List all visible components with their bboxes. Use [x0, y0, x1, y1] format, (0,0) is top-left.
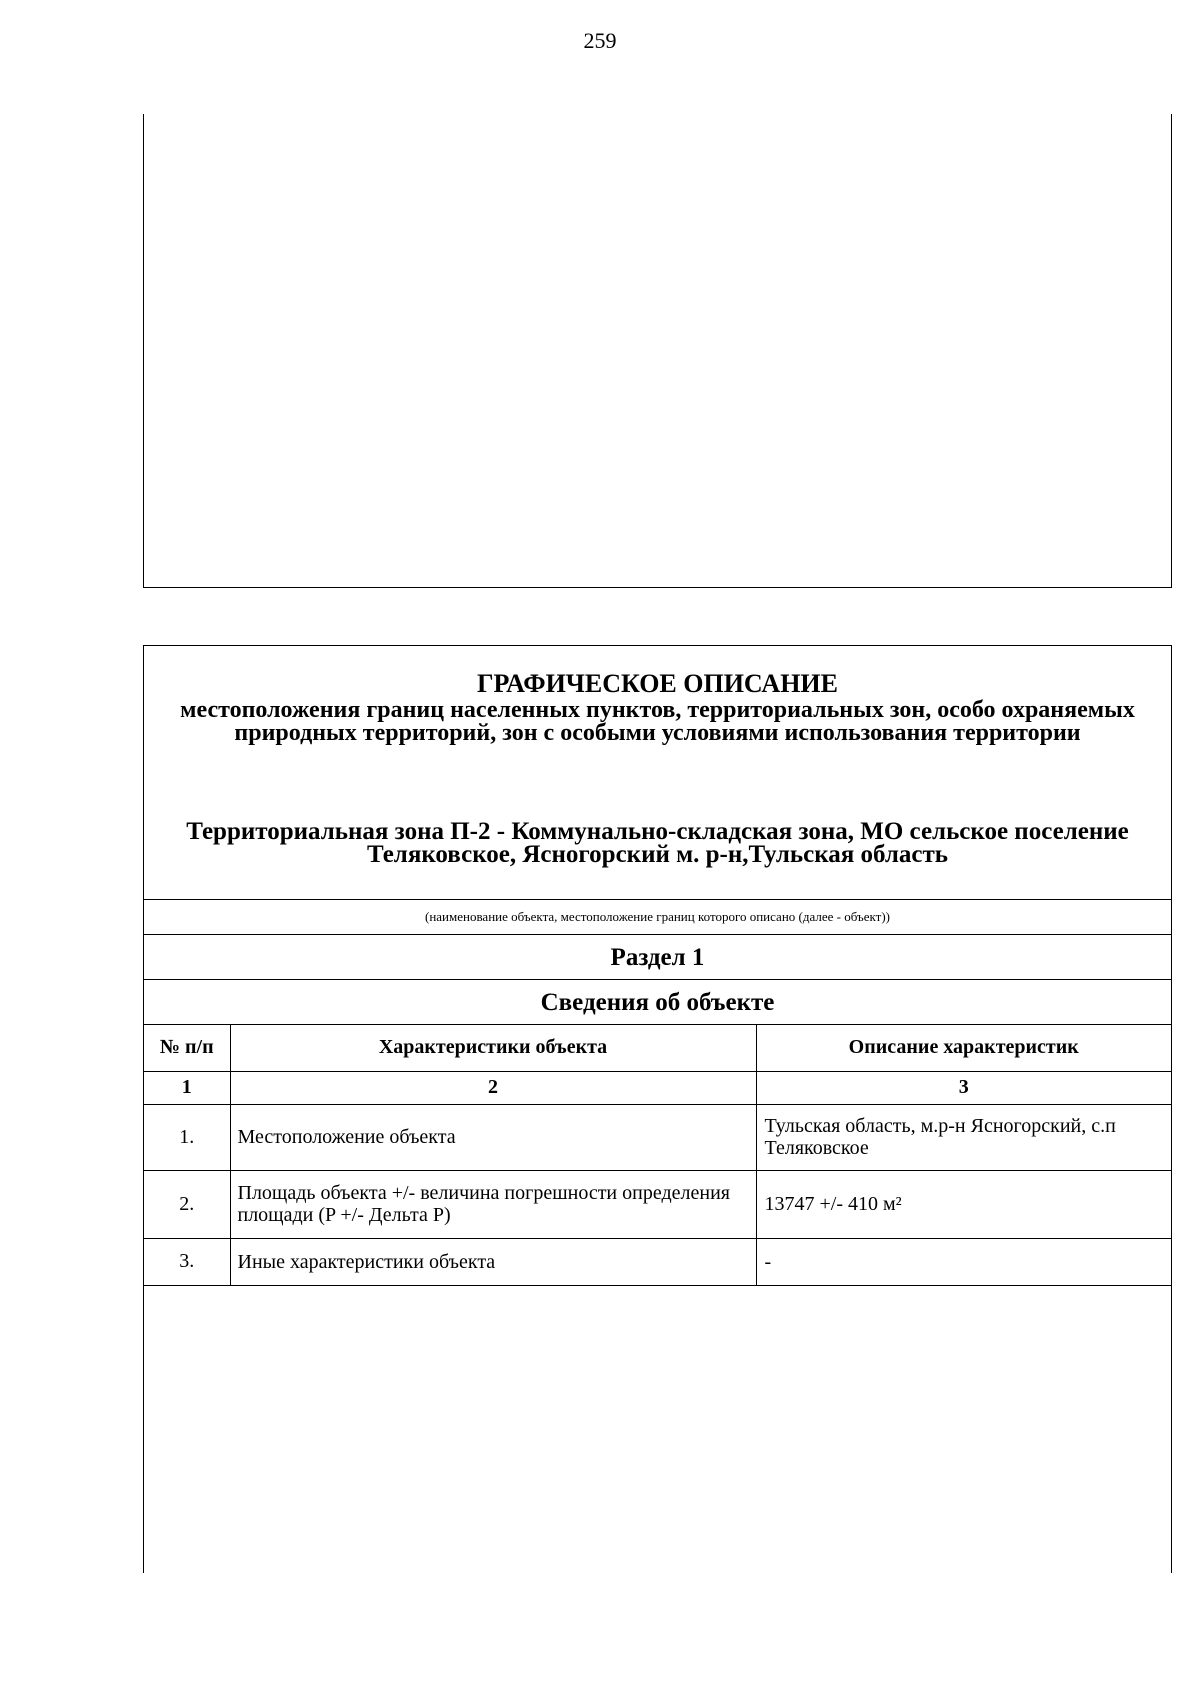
row-characteristic: Местоположение объекта — [230, 1104, 756, 1170]
column-number: 3 — [756, 1071, 1171, 1104]
page-number: 259 — [583, 28, 617, 53]
header-block — [144, 646, 1171, 900]
header-characteristic: Характеристики объекта — [230, 1025, 756, 1071]
object-name: Территориальная зона П-2 - Коммунально-складская зона, МО сельское поселение Теляковское, Ясногорский м. р-н,Тульская область — [186, 818, 1129, 868]
row-number: 2. — [144, 1170, 230, 1238]
document-subtitle: местоположения границ населенных пунктов, территориальных зон, особо охраняемых природных территорий, зон с особыми условиями использования территории — [180, 697, 1135, 746]
column-number: 2 — [230, 1071, 756, 1104]
table-header-row — [144, 1025, 1171, 1071]
header-number: № п/п — [144, 1025, 230, 1071]
column-number: 1 — [144, 1071, 230, 1104]
row-characteristic: Площадь объекта +/- величина погрешности определения площади (P +/- Дельта P) — [230, 1170, 756, 1238]
table-row — [144, 1170, 1171, 1238]
row-description: Тульская область, м.р-н Ясногорский, с.п Теляковское — [756, 1104, 1171, 1170]
column-number-row — [144, 1071, 1171, 1104]
table-row — [144, 1238, 1171, 1285]
row-description: 13747 +/- 410 м² — [756, 1170, 1171, 1238]
document-title: ГРАФИЧЕСКОЕ ОПИСАНИЕ — [477, 669, 838, 698]
row-characteristic: Иные характеристики объекта — [230, 1238, 756, 1285]
table-row — [144, 1104, 1171, 1170]
header-description: Описание характеристик — [756, 1025, 1171, 1071]
object-properties-table — [144, 1025, 1171, 1286]
info-title: Сведения об объекте — [144, 980, 1171, 1025]
graphic-description-frame — [143, 645, 1172, 1573]
section-title: Раздел 1 — [144, 935, 1171, 980]
object-caption: (наименование объекта, местоположение границ которого описано (далее - объект)) — [144, 900, 1171, 935]
row-description: - — [756, 1238, 1171, 1285]
row-number: 1. — [144, 1104, 230, 1170]
top-frame — [143, 114, 1172, 588]
row-number: 3. — [144, 1238, 230, 1285]
